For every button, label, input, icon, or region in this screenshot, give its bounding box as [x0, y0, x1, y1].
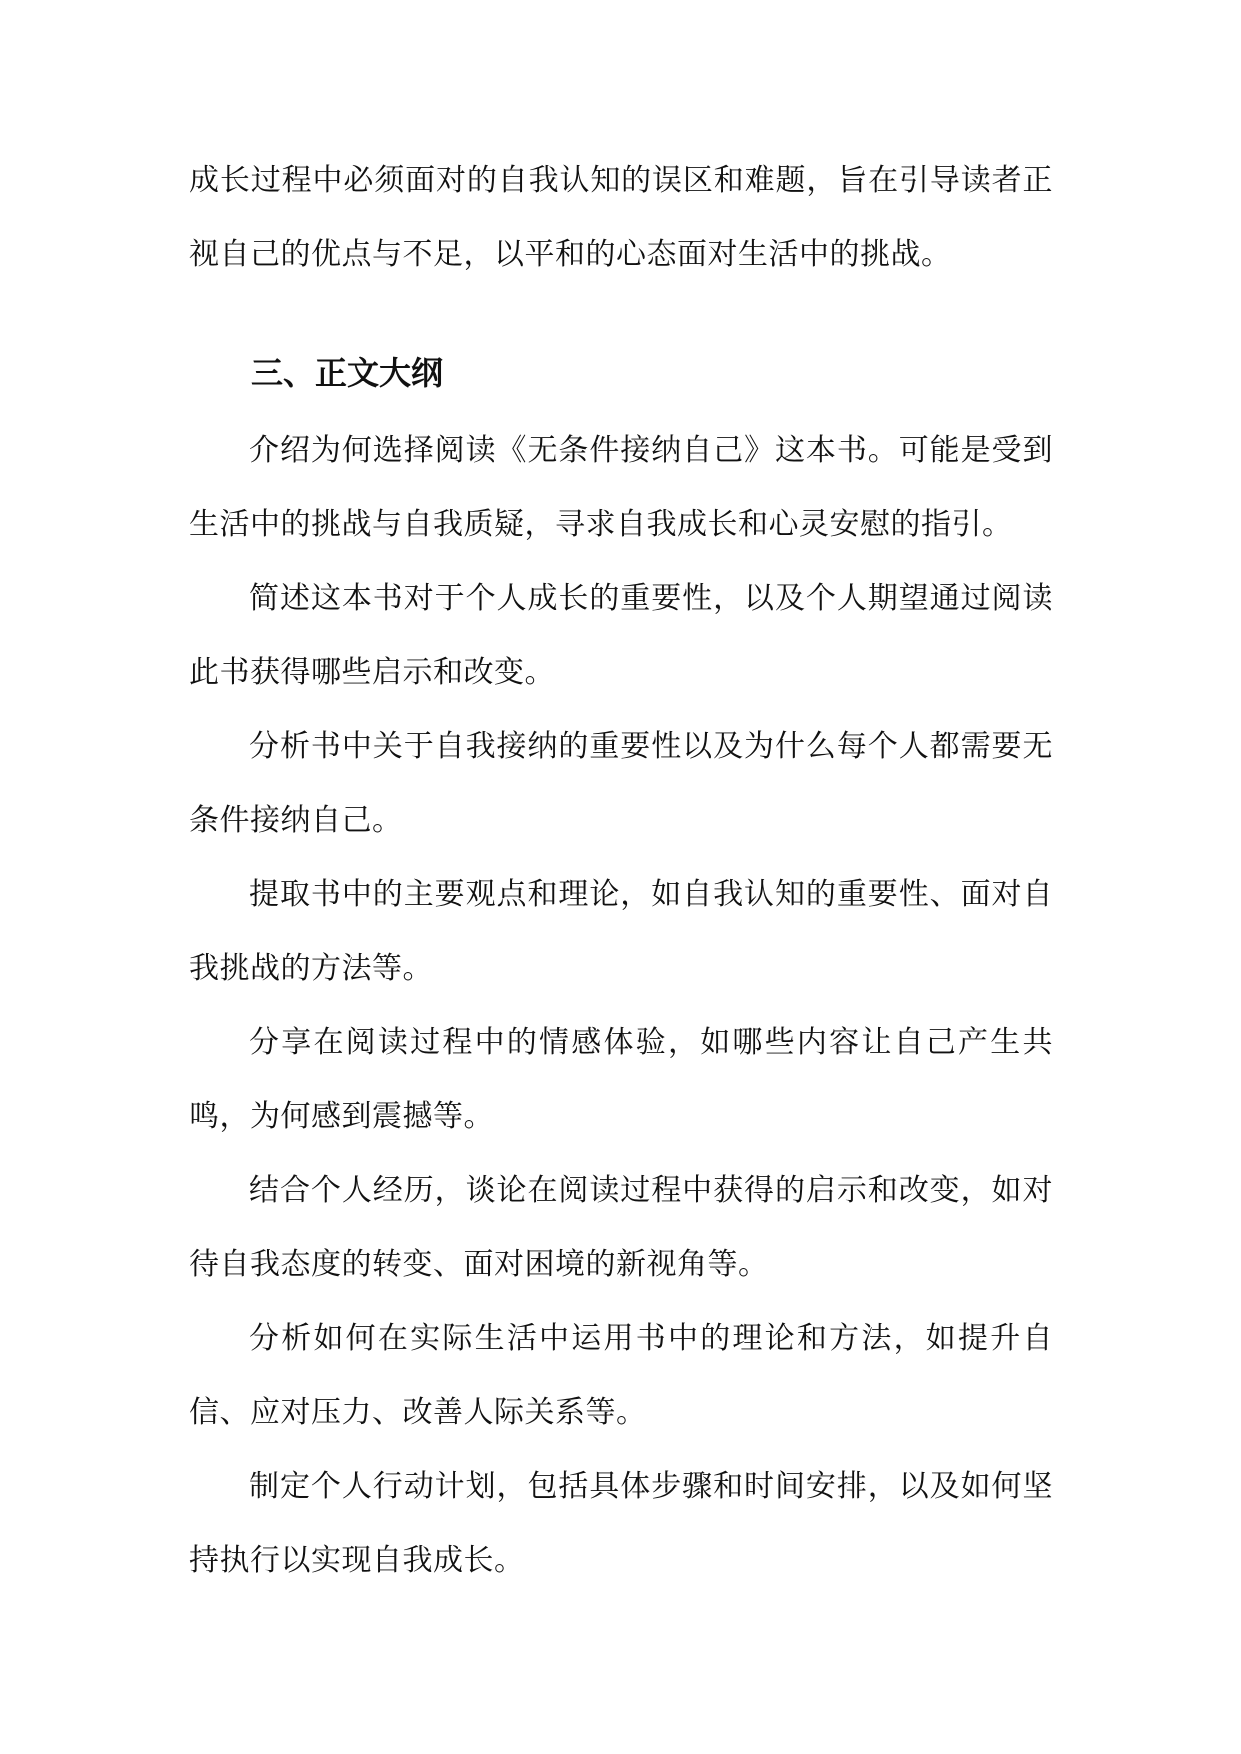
- section-heading: 三、正文大纲: [251, 354, 444, 392]
- body-paragraph: 提取书中的主要观点和理论，如自我认知的重要性、面对自我挑战的方法等。: [189, 877, 1053, 986]
- document-body: [189, 144, 1053, 1598]
- body-paragraph: 分析书中关于自我接纳的重要性以及为什么每个人都需要无条件接纳自己。: [189, 729, 1053, 838]
- body-paragraph: 制定个人行动计划，包括具体步骤和时间安排，以及如何坚持执行以实现自我成长。: [189, 1469, 1053, 1578]
- body-paragraph: 简述这本书对于个人成长的重要性，以及个人期望通过阅读此书获得哪些启示和改变。: [189, 581, 1053, 690]
- body-paragraph: 结合个人经历，谈论在阅读过程中获得的启示和改变，如对待自我态度的转变、面对困境的新视角等。: [189, 1173, 1053, 1282]
- continuation-paragraph: 成长过程中必须面对的自我认知的误区和难题，旨在引导读者正视自己的优点与不足，以平和的心态面对生活中的挑战。: [189, 163, 1053, 272]
- body-paragraph: 介绍为何选择阅读《无条件接纳自己》这本书。可能是受到生活中的挑战与自我质疑，寻求自我成长和心灵安慰的指引。: [189, 433, 1053, 542]
- body-paragraph: 分析如何在实际生活中运用书中的理论和方法，如提升自信、应对压力、改善人际关系等。: [189, 1321, 1053, 1430]
- body-paragraph: 分享在阅读过程中的情感体验，如哪些内容让自己产生共鸣，为何感到震撼等。: [189, 1025, 1053, 1134]
